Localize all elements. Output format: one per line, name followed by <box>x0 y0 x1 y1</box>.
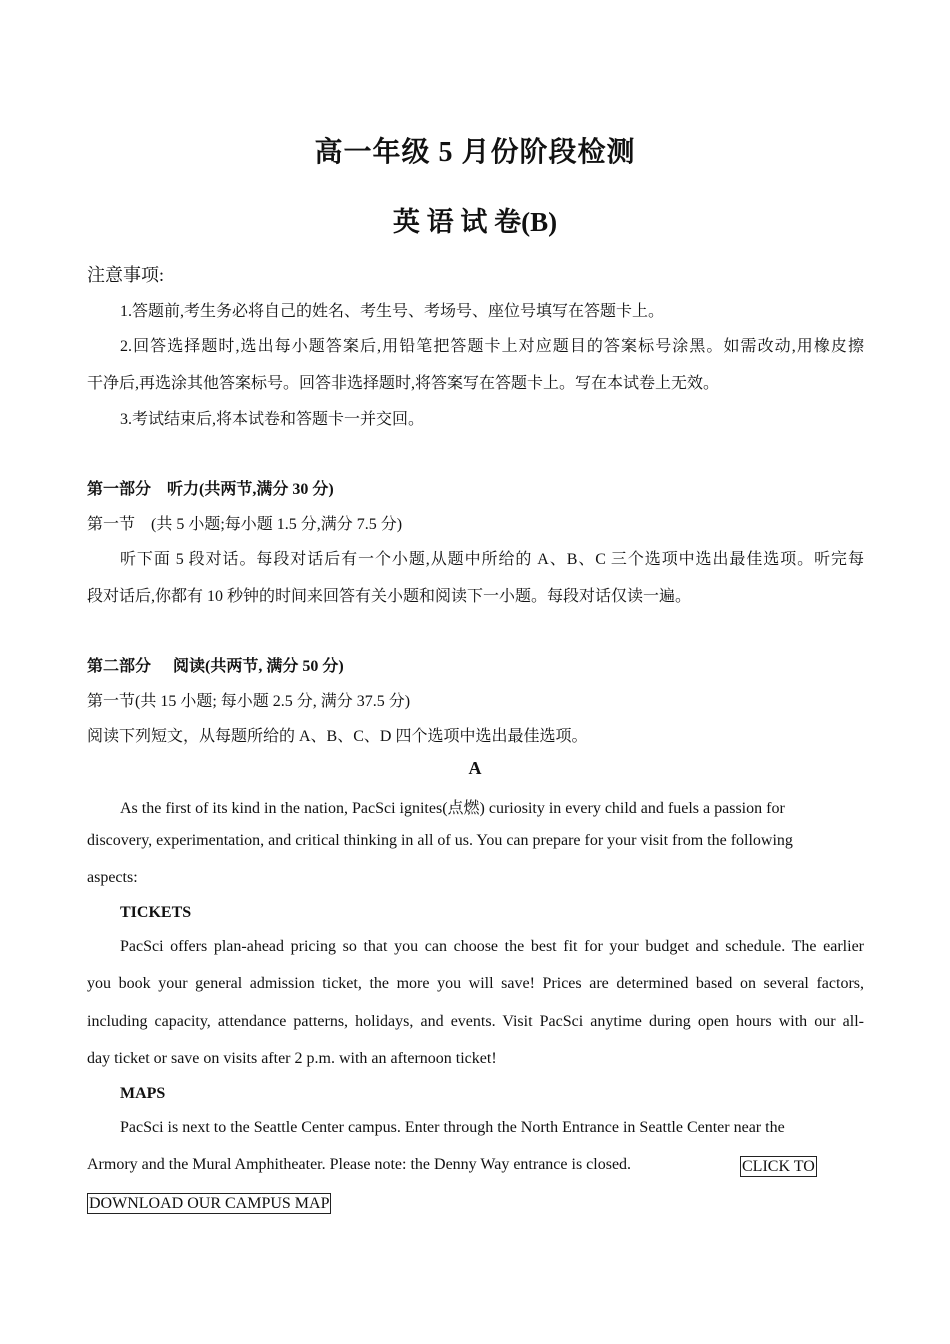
notice-item-2-line-2: 干净后,再选涂其他答案标号。回答非选择题时,将答案写在答题卡上。写在本试卷上无效。 <box>87 375 720 392</box>
part2-heading-number: 第二部分 <box>87 658 152 675</box>
notice-item-2-line-1: 2.回答选择题时,选出每小题答案后,用铅笔把答题卡上对应题目的答案标号涂黑。如需改动,用橡皮擦 <box>120 338 864 355</box>
part2-section: 第一节(共 15 小题; 每小题 2.5 分, 满分 37.5 分) <box>87 693 411 710</box>
part1-instructions-line-1: 听下面 5 段对话。每段对话后有一个小题,从题中所给的 A、B、C 三个选项中选出最佳选项。听完每 <box>120 551 864 568</box>
tickets-line-1: PacSci offers plan-ahead pricing so that you can choose the best fit for your budget and schedule. The earlier <box>120 938 864 955</box>
notice-heading: 注意事项: <box>87 265 165 285</box>
tickets-heading: TICKETS <box>120 904 192 921</box>
part1-instructions-line-2: 段对话后,你都有 10 秒钟的时间来回答有关小题和阅读下一小题。每段对话仅读一遍。 <box>87 588 692 605</box>
passage-intro-line-2: discovery, experimentation, and critical thinking in all of us. You can prepare for your visit from the following <box>87 832 793 849</box>
passage-label: A <box>468 758 482 778</box>
part1-section-number: 第一节 <box>87 516 136 533</box>
part1-heading-number: 第一部分 <box>87 481 152 498</box>
part1-heading <box>87 476 334 499</box>
tickets-line-2: you book your general admission ticket, the more you will save! Prices are determined based on several factors, <box>87 975 864 992</box>
download-map-link-part-2[interactable]: DOWNLOAD OUR CAMPUS MAP <box>89 1195 330 1212</box>
download-map-link-part-1[interactable]: CLICK TO <box>742 1158 815 1175</box>
part1-section-detail: (共 5 小题;每小题 1.5 分,满分 7.5 分) <box>151 516 403 533</box>
passage-intro-line-3: aspects: <box>87 869 138 886</box>
passage-intro-line-1: As the first of its kind in the nation, PacSci ignites(点燃) curiosity in every child and fuels a passion for <box>120 800 785 817</box>
exam-title: 高一年级 5 月份阶段检测 <box>314 137 636 168</box>
tickets-line-4: day ticket or save on visits after 2 p.m. with an afternoon ticket! <box>87 1050 497 1067</box>
notice-item-3: 3.考试结束后,将本试卷和答题卡一并交回。 <box>120 411 425 428</box>
part2-instructions: 阅读下列短文，从每题所给的 A、B、C、D 四个选项中选出最佳选项。 <box>87 728 588 745</box>
part1-heading-title: 听力(共两节,满分 30 分) <box>167 481 334 498</box>
part1-section <box>87 511 402 534</box>
tickets-line-3: including capacity, attendance patterns, holidays, and events. Visit PacSci anytime during open hours with our all- <box>87 1013 864 1030</box>
maps-heading: MAPS <box>120 1085 166 1102</box>
part2-heading-title: 阅读(共两节, 满分 50 分) <box>173 658 344 675</box>
notice-item-1: 1.答题前,考生务必将自己的姓名、考生号、考场号、座位号填写在答题卡上。 <box>120 303 665 320</box>
maps-line-2: Armory and the Mural Amphitheater. Please note: the Denny Way entrance is closed. <box>87 1156 632 1173</box>
maps-line-1: PacSci is next to the Seattle Center campus. Enter through the North Entrance in Seattle Center near the <box>120 1119 785 1136</box>
part2-heading <box>87 653 344 676</box>
exam-subtitle: 英 语 试 卷(B) <box>392 207 558 237</box>
